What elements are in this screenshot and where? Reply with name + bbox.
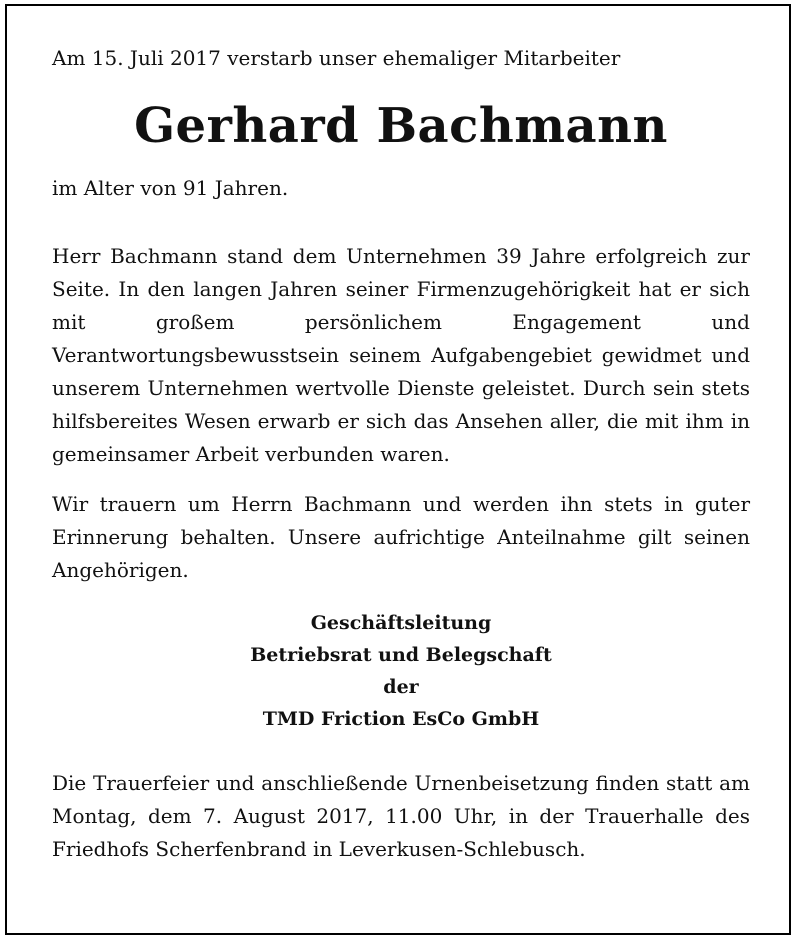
signer-line: TMD Friction EsCo GmbH	[262, 708, 540, 730]
tribute-paragraph: Herr Bachmann stand dem Unternehmen 39 Jahre erfolgreich zur Seite. In den langen Jahren seiner Firmenzugehörigkeit hat er sich mit großem persönlichem Engagement und Verantwortungsbewusstsein seinem Aufgabengebiet gewidmet und unserem Unternehmen wertvolle Dienste geleistet. Durch sein stets hilfsbereites Wesen erwarb er sich das Ansehen aller, die mit ihm in gemeinsamer Arbeit verbunden waren.	[52, 244, 750, 466]
funeral-details: Die Trauerfeier und anschließende Urnenbeisetzung finden statt am Montag, dem 7. August 2017, 11.00 Uhr, in der Trauerhalle des Friedhofs Scherfenbrand in Leverkusen-Schlebusch.	[52, 771, 750, 861]
condolence-paragraph: Wir trauern um Herrn Bachmann und werden ihn stets in guter Erinnerung behalten. Unsere aufrichtige Anteilnahme gilt seinen Angehörigen.	[52, 492, 750, 582]
signer-line: der	[383, 676, 419, 698]
obituary-notice	[52, 42, 750, 866]
signer-line: Geschäftsleitung	[310, 612, 492, 634]
age-line: im Alter von 91 Jahren.	[52, 176, 289, 200]
signer-line: Betriebsrat und Belegschaft	[250, 644, 552, 666]
intro-line: Am 15. Juli 2017 verstarb unser ehemaliger Mitarbeiter	[52, 46, 621, 70]
deceased-name: Gerhard Bachmann	[134, 98, 668, 154]
signers-block	[52, 607, 750, 735]
